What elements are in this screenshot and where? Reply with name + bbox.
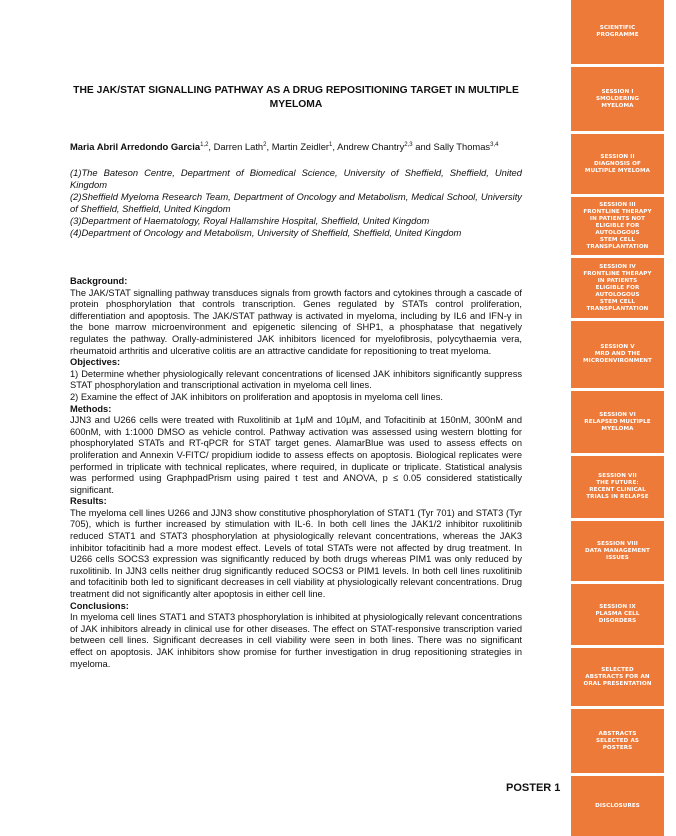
- sidebar-label-line: RELAPSED MULTIPLE: [584, 418, 651, 425]
- methods-heading: Methods:: [70, 403, 112, 414]
- sidebar-label-line: MYELOMA: [601, 425, 634, 432]
- affiliation-sup: 1: [329, 142, 333, 148]
- sidebar-label-line: SESSION III: [599, 201, 636, 208]
- author-separator: ,: [208, 141, 214, 152]
- objective-1-text: 1) Determine whether physiologically relevant concentrations of licensed JAK inhibitors significantly suppress STAT phosphorylation and transcriptional activation in myeloma cell lines.: [70, 368, 522, 391]
- sidebar-item-label: [595, 604, 639, 625]
- sidebar-label-line: PROGRAMME: [596, 32, 639, 38]
- sidebar-item-label: [596, 89, 639, 110]
- sidebar-label-line: AUTOLOGOUS: [595, 229, 640, 236]
- sidebar-item-session-4[interactable]: [571, 258, 664, 318]
- affiliation-sup: 3,4: [490, 142, 499, 148]
- sidebar-label-line: STEM CELL: [599, 298, 636, 305]
- background-text: The JAK/STAT signalling pathway transduces signals from growth factors and cytokines through a cascade of protein phosphorylation that controls transcription. Genes regulated by STATs control proliferation, differentiation and apoptosis. The JAK/STAT pathway is activated in myeloma, including by IL6 and IFN-γ in the bone marrow microenvironment and epigenetic silencing of SHP1, a phosphatase that negatively regulates the pathway. Orally-administered JAK inhibitors licenced for myelofibrosis, polycythaemia vera, rheumatoid arthritis and ulcerative colitis are an attractive candidate for repositioning to treat myeloma.: [70, 287, 522, 356]
- affiliation-2: (2)Sheffield Myeloma Research Team, Department of Oncology and Metabolism, Medical School, University of Sheffield, Sheffield, United Kingdom: [70, 191, 522, 214]
- sidebar-label-line: MULTIPLE MYELOMA: [584, 167, 651, 174]
- background-heading: Background:: [70, 276, 128, 286]
- sidebar-item-label: [585, 541, 650, 562]
- sidebar-label-line: DATA MANAGEMENT: [585, 547, 650, 554]
- poster-number: POSTER 1: [506, 782, 561, 794]
- sidebar-label-line: ELIGIBLE FOR: [595, 284, 640, 291]
- abstract-body: [70, 276, 522, 670]
- sidebar-item-session-7[interactable]: [571, 456, 664, 518]
- author-name: Martin Zeidler: [271, 141, 330, 152]
- conclusions-heading: Conclusions:: [70, 600, 129, 611]
- sidebar-label-line: MRD AND THE: [594, 351, 641, 357]
- sidebar-label-line: FRONTLINE THERAPY: [583, 208, 652, 215]
- conclusions-text: In myeloma cell lines STAT1 and STAT3 phosphorylation is inhibited at physiologically relevant concentrations of JAK inhibitors already in clinical use for other diseases. The effect on STAT-responsive transcription varied between cell lines. Significant decreases in cell viability were seen in both lines. There was no significant effect on apoptosis. JAK inhibitors show promise for further investigation in drug repositioning strategies in myeloma.: [70, 612, 522, 669]
- sidebar-label-line: ABSTRACTS: [598, 730, 637, 737]
- sidebar-label-line: SESSION VIII: [597, 540, 638, 547]
- sidebar-label-line: SESSION V: [600, 344, 635, 350]
- affiliation-sup: 2: [263, 142, 267, 148]
- affiliation-1: (1)The Bateson Centre, Department of Biomedical Science, University of Sheffield, Sheffield, United Kingdom: [70, 167, 522, 190]
- sidebar-label-line: SESSION I: [601, 88, 634, 95]
- sidebar-item-session-1[interactable]: [571, 67, 664, 131]
- sidebar-item-scientific-programme[interactable]: [571, 0, 664, 64]
- sidebar-label-line: ABSTRACTS FOR AN: [585, 673, 650, 680]
- sidebar-label-line: ORAL PRESENTATION: [583, 680, 652, 687]
- sidebar-item-poster-abstracts[interactable]: [571, 709, 664, 773]
- results-text: The myeloma cell lines U266 and JJN3 show constitutive phosphorylation of STAT1 (Tyr 701) and STAT3 (Tyr 705), which is further increased by stimulation with IL-6. In both cell lines the JAK1/2 inhibitor ruxolitinib reduced STAT1 and STAT3 phosphorylation at physiologically relevant concentrations, whereas the JAK3 inhibitor tofacitinib had a more modest effect. Levels of total STATs were not affected by drug treatment. In U266 cells SOCS3 expression was significantly reduced by both drugs whereas PIM1 was only reduced by ruxolitinib. In JJN3 cells neither drug significantly reduced SOCS3 or PIM1 levels. In both cell lines ruxolitinib and tofacitinib both led to significant decreases in cell viability at physiologically relevant concentrations. Drug treatment did not significantly alter apoptosis in either cell line.: [70, 507, 522, 600]
- author-separator: ,: [266, 141, 272, 152]
- title-line-1: THE JAK/STAT SIGNALLING PATHWAY AS A DRUG REPOSITIONING TARGET IN MULTIPLE: [73, 85, 519, 96]
- sidebar-item-label: [596, 731, 639, 752]
- author-list: [70, 141, 522, 153]
- sidebar-item-label: [584, 412, 650, 433]
- sidebar-label-line: DISORDERS: [598, 618, 637, 624]
- author-name: Darren Lath: [213, 141, 264, 152]
- sidebar-item-label: [583, 202, 651, 251]
- sidebar-label-line: SESSION VII: [598, 473, 637, 479]
- sidebar-label-line: SMOLDERING: [595, 95, 640, 102]
- sidebar-item-label: [585, 154, 650, 175]
- sidebar-item-selected-oral-abstracts[interactable]: [571, 648, 664, 706]
- sidebar-label-line: ELIGIBLE FOR: [595, 222, 640, 229]
- results-heading: Results:: [70, 496, 107, 507]
- sidebar-label-line: SELECTED AS: [595, 737, 640, 744]
- sidebar-label-line: TRANSPLANTATION: [586, 243, 649, 250]
- title-line-2: MYELOMA: [269, 99, 323, 110]
- section-sidebar: [571, 0, 664, 836]
- sidebar-label-line: STEM CELL: [599, 236, 636, 243]
- sidebar-item-label: [595, 803, 640, 810]
- author-name: Maria Abril Arredondo Garcia: [70, 141, 201, 152]
- objectives-heading: Objectives:: [70, 357, 121, 368]
- sidebar-label-line: SESSION VI: [599, 411, 636, 418]
- sidebar-label-line: POSTERS: [602, 744, 633, 751]
- affiliation-3: (3)Department of Haematology, Royal Hallamshire Hospital, Sheffield, United Kingdom: [70, 215, 430, 226]
- sidebar-label-line: PLASMA CELL: [595, 611, 640, 617]
- sidebar-item-label: [586, 473, 648, 501]
- sidebar-item-session-8[interactable]: [571, 521, 664, 581]
- affiliation-sup: 2,3: [404, 142, 413, 148]
- sidebar-label-line: MICROENVIRONMENT: [583, 358, 652, 364]
- sidebar-item-label: [584, 667, 652, 688]
- sidebar-label-line: SCIENTIFIC: [599, 25, 636, 31]
- abstract-title: [70, 84, 522, 112]
- affiliation-4: (4)Department of Oncology and Metabolism, University of Sheffield, Sheffield, United Kingdom: [70, 227, 462, 238]
- sidebar-label-line: AUTOLOGOUS: [595, 291, 640, 298]
- sidebar-label-line: SESSION IX: [599, 604, 636, 610]
- methods-text: JJN3 and U266 cells were treated with Ruxolitinib at 1µM and 10µM, and Tofacitinib at 150nM, 300nM and 600nM, with 1:1000 DMSO as vehicle control. Pathway activation was assessed using western blotting for phosphorylated STATs and RT-qPCR for STAT target genes. AlamarBlue was used to assess effects on proliferation and Annexin V-FITC/ propidium iodide to assess effects on apoptosis. Biological replicates were performed in triplicate with technical replicates, where required, in duplicate or triplicate. Statistical analysis was performed using GraphpadPrism using paired t test and ANOVA, p ≤ 0.05 considered statistically significant.: [70, 415, 522, 495]
- sidebar-item-session-3[interactable]: [571, 197, 664, 255]
- sidebar-label-line: TRANSPLANTATION: [586, 305, 649, 312]
- author-name: Sally Thomas: [433, 141, 491, 152]
- sidebar-label-line: RECENT CLINICAL: [589, 487, 646, 493]
- sidebar-label-line: THE FUTURE:: [596, 480, 639, 486]
- sidebar-item-session-2[interactable]: [571, 134, 664, 194]
- affiliations: [70, 167, 522, 239]
- sidebar-label-line: DISCLOSURES: [595, 802, 640, 809]
- sidebar-label-line: DIAGNOSIS OF: [594, 160, 641, 167]
- author-separator: ,: [332, 141, 338, 152]
- sidebar-label-line: IN PATIENTS NOT: [589, 215, 646, 222]
- sidebar-item-session-6[interactable]: [571, 391, 664, 453]
- objective-2-text: 2) Examine the effect of JAK inhibitors on proliferation and apoptosis in myeloma cell lines.: [70, 391, 443, 402]
- author-name: Andrew Chantry: [337, 141, 405, 152]
- sidebar-label-line: TRIALS IN RELAPSE: [586, 494, 649, 500]
- sidebar-label-line: MYELOMA: [601, 102, 634, 109]
- sidebar-label-line: SESSION IV: [599, 263, 636, 270]
- sidebar-label-line: FRONTLINE THERAPY: [583, 270, 652, 277]
- sidebar-item-session-9[interactable]: [571, 584, 664, 645]
- sidebar-label-line: ISSUES: [606, 554, 629, 561]
- sidebar-item-label: [583, 264, 651, 313]
- affiliation-sup: 1,2: [200, 142, 209, 148]
- sidebar-label-line: IN PATIENTS: [597, 277, 638, 284]
- sidebar-item-disclosures[interactable]: [571, 776, 664, 836]
- sidebar-item-label: [596, 25, 638, 39]
- author-separator: and: [412, 141, 434, 152]
- sidebar-label-line: SELECTED: [601, 666, 634, 673]
- sidebar-label-line: SESSION II: [600, 153, 635, 160]
- sidebar-item-session-5[interactable]: [571, 321, 664, 388]
- sidebar-item-label: [583, 344, 652, 365]
